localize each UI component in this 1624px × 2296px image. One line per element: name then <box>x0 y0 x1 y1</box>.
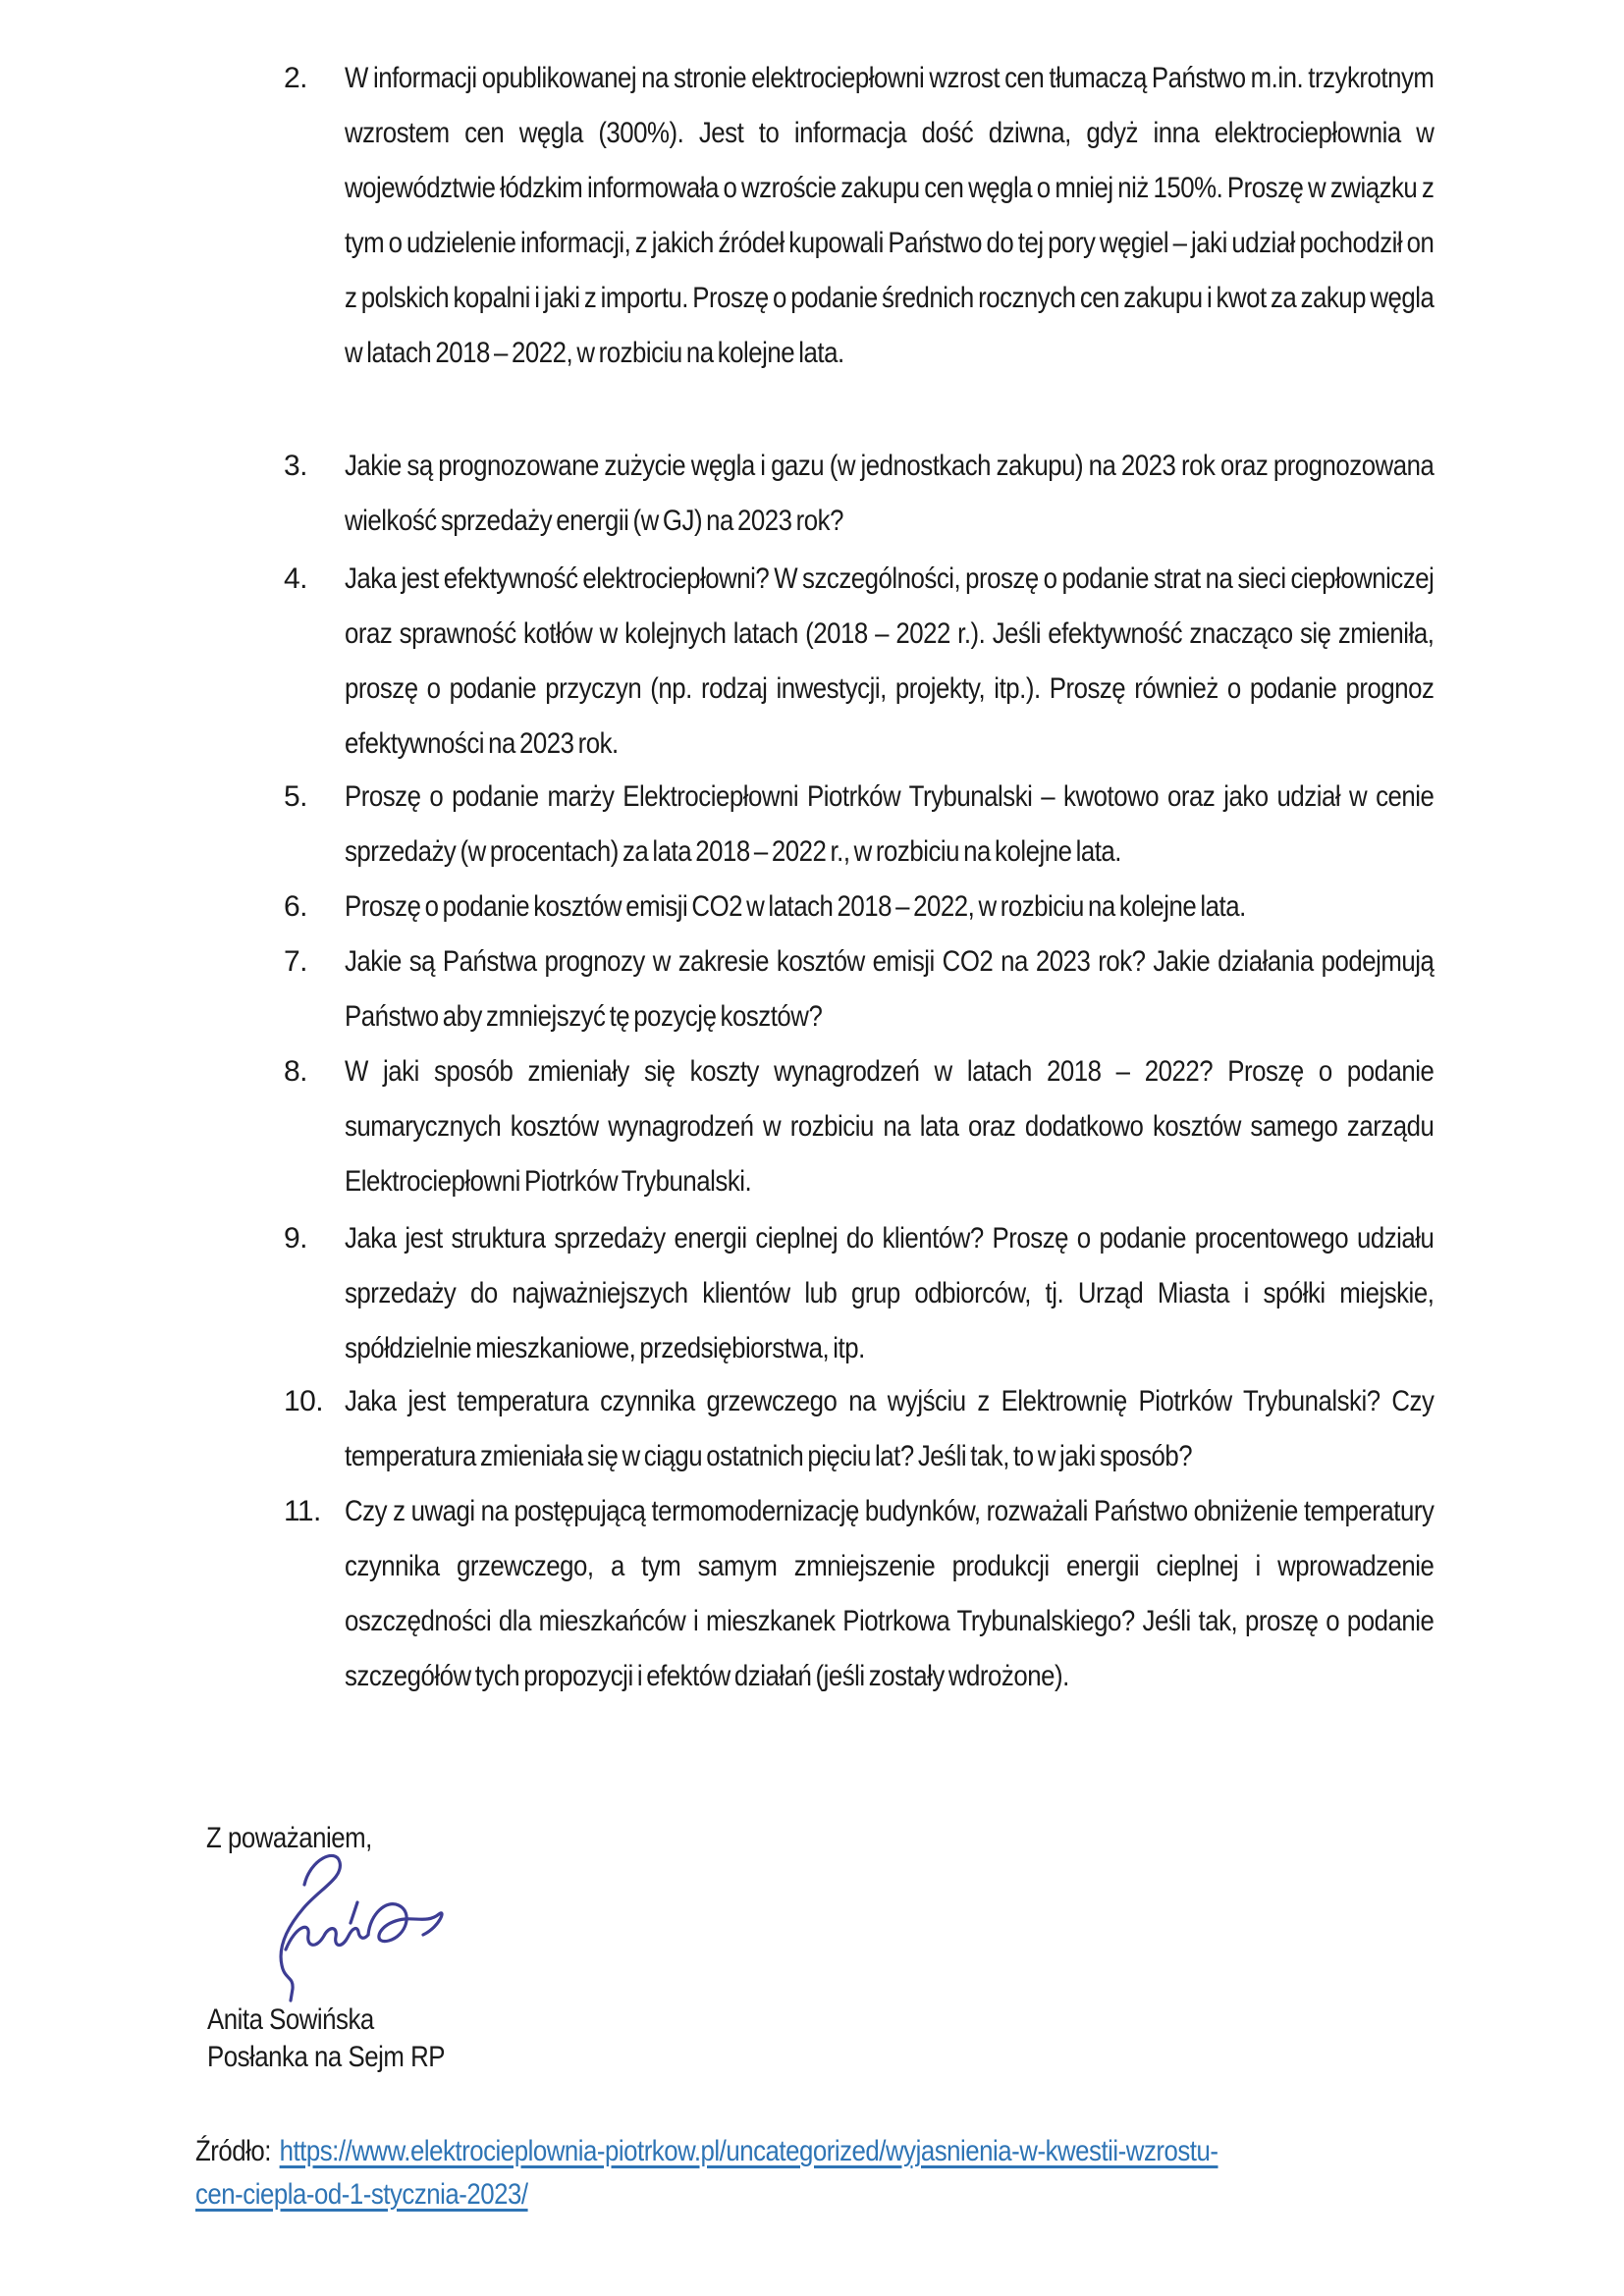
question-item-9 <box>284 1211 1619 1376</box>
question-text: Jaka jest efektywność elektrociepłowni? W szczególności, proszę o podanie strat na sieci ciepłowniczej oraz sprawność kotłów w kolejnych latach (2018 – 2022 r.). Jeśli efektywność znacząco się zmieniła, proszę o podanie przyczyn (np. rodzaj inwestycji, projekty, itp.). Proszę również o podanie prognoz efektywności na 2023 rok. <box>345 562 1435 760</box>
question-item-5 <box>284 770 1619 880</box>
source-link-line2: cen-ciepla-od-1-stycznia-2023/ <box>195 2178 528 2211</box>
question-item-10 <box>284 1374 1619 1484</box>
question-number: 9. <box>284 1222 307 1255</box>
question-text: Jaka jest temperatura czynnika grzewczego na wyjściu z Elektrownię Piotrków Trybunalski? Czy temperatura zmieniała się w ciągu ostatnich pięciu lat? Jeśli tak, to w jaki sposób? <box>345 1385 1435 1472</box>
question-item-4 <box>284 552 1619 772</box>
salutation: Z poważaniem, <box>206 1822 372 1854</box>
question-item-3 <box>284 439 1619 549</box>
signer-name: Anita Sowińska <box>207 2003 374 2036</box>
source-line <box>195 2130 1429 2216</box>
question-number: 4. <box>284 562 307 595</box>
question-number: 10. <box>284 1385 324 1417</box>
question-text: Proszę o podanie kosztów emisji CO2 w latach 2018 – 2022, w rozbiciu na kolejne lata. <box>345 890 1246 923</box>
question-number: 6. <box>284 890 307 923</box>
source-link-line1: https://www.elektrocieplownia-piotrkow.pl/uncategorized/wyjasnienia-w-kwestii-wzrostu- <box>279 2135 1218 2167</box>
question-number: 5. <box>284 780 307 813</box>
source-label: Źródło: <box>195 2135 271 2167</box>
question-item-7 <box>284 934 1619 1044</box>
question-text: Proszę o podanie marży Elektrociepłowni Piotrków Trybunalski – kwotowo oraz jako udział w cenie sprzedaży (w procentach) za lata 2018 – 2022 r., w rozbiciu na kolejne lata. <box>345 780 1435 868</box>
question-item-6 <box>284 880 1619 934</box>
question-item-8 <box>284 1044 1619 1209</box>
question-text: Jakie są Państwa prognozy w zakresie kosztów emisji CO2 na 2023 rok? Jakie działania podejmują Państwo aby zmniejszyć tę pozycję kosztów? <box>345 945 1435 1033</box>
question-number: 11. <box>284 1495 321 1527</box>
question-text: W informacji opublikowanej na stronie elektrociepłowni wzrost cen tłumaczą Państwo m.in. trzykrotnym wzrostem cen węgla (300%). Jest to informacja dość dziwna, gdyż inna elektrociepłownia w województwie łódzkim informowała o wzroście zakupu cen węgla o mniej niż 150%. Proszę w związku z tym o udzielenie informacji, z jakich źródeł kupowali Państwo do tej pory węgiel – jaki udział pochodził on z polskich kopalni i jaki z importu. Proszę o podanie średnich rocznych cen zakupu i kwot za zakup węgla w latach 2018 – 2022, w rozbiciu na kolejne lata. <box>345 62 1435 369</box>
question-number: 2. <box>284 62 307 94</box>
question-number: 3. <box>284 450 307 482</box>
question-text: Czy z uwagi na postępującą termomodernizację budynków, rozważali Państwo obniżenie temperatury czynnika grzewczego, a tym samym zmniejszenie produkcji energii cieplnej i wprowadzenie oszczędności dla mieszkańców i mieszkanek Piotrkowa Trybunalskiego? Jeśli tak, proszę o podanie szczegółów tych propozycji i efektów działań (jeśli zostały wdrożone). <box>345 1495 1435 1692</box>
question-item-2 <box>284 51 1619 381</box>
question-number: 8. <box>284 1055 307 1088</box>
signer-title: Posłanka na Sejm RP <box>207 2041 445 2073</box>
signature-image <box>244 1845 460 2007</box>
question-item-11 <box>284 1484 1619 1704</box>
question-text: Jaka jest struktura sprzedaży energii cieplnej do klientów? Proszę o podanie procentowego udziału sprzedaży do najważniejszych klientów lub grup odbiorców, tj. Urząd Miasta i spółki miejskie, spółdzielnie mieszkaniowe, przedsiębiorstwa, itp. <box>345 1222 1435 1364</box>
question-number: 7. <box>284 945 307 978</box>
signature-block <box>207 2002 445 2076</box>
source-link[interactable] <box>195 2135 1218 2211</box>
question-text: W jaki sposób zmieniały się koszty wynagrodzeń w latach 2018 – 2022? Proszę o podanie sumarycznych kosztów wynagrodzeń w rozbiciu na lata oraz dodatkowo kosztów samego zarządu Elektrociepłowni Piotrków Trybunalski. <box>345 1055 1435 1198</box>
question-text: Jakie są prognozowane zużycie węgla i gazu (w jednostkach zakupu) na 2023 rok oraz prognozowana wielkość sprzedaży energii (w GJ) na 2023 rok? <box>345 450 1435 537</box>
